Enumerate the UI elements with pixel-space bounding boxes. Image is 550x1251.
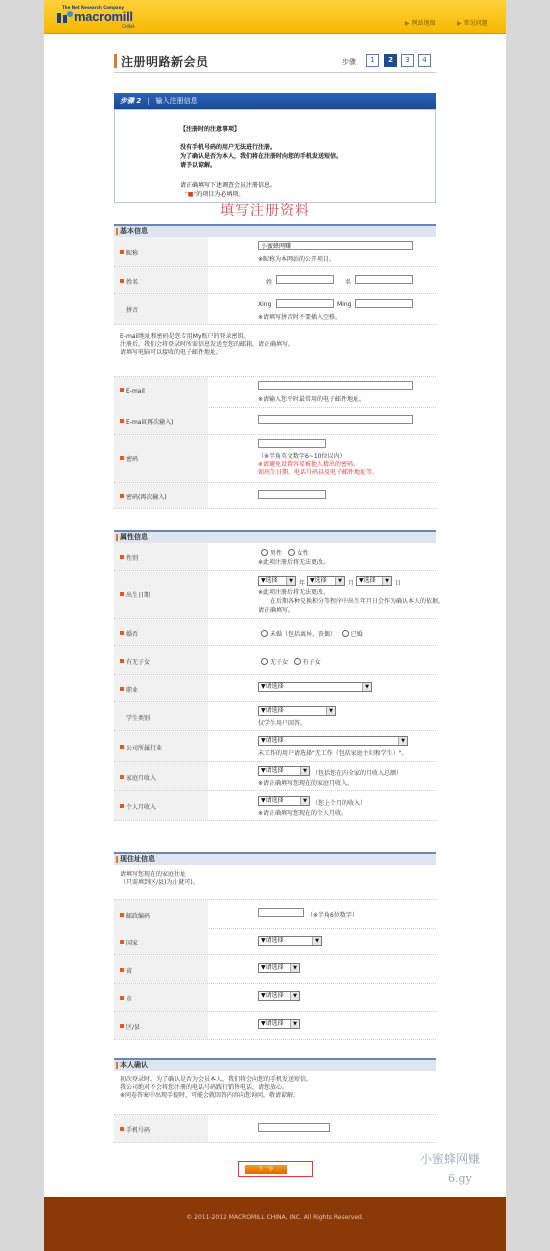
- radio-single[interactable]: 未婚（包括离异、丧偶）: [261, 631, 336, 638]
- row-name: [114, 267, 436, 294]
- children-options: [261, 657, 321, 666]
- step-3: 3: [401, 54, 414, 67]
- label-student: 学生类别: [126, 715, 151, 722]
- dropdown-arrow-icon: ▼: [335, 577, 344, 585]
- ming-label: Ming: [337, 301, 352, 308]
- district-select[interactable]: ▼请选择 ▼: [258, 1019, 300, 1029]
- page-title: 注册明路新会员: [121, 55, 209, 69]
- email-input[interactable]: [258, 381, 413, 390]
- birth-note: ※此项注册后将无法更改。: [258, 589, 330, 596]
- required-icon: [120, 804, 124, 808]
- label-nickname: 昵称: [120, 248, 138, 257]
- row-student: [114, 702, 436, 731]
- row-birth: [114, 571, 445, 619]
- row-job: [114, 675, 436, 702]
- required-icon: [120, 775, 124, 779]
- job-select[interactable]: ▼请选择 ▼: [258, 682, 372, 692]
- password-warning: ※请避免设置容易被他人猜出的密码。: [258, 461, 360, 468]
- label-family-income: 家庭月收入: [120, 773, 156, 782]
- watermark-text: 6.gy: [448, 1172, 472, 1185]
- row-pinyin: [114, 294, 436, 325]
- dropdown-arrow-icon: ▼: [326, 707, 335, 715]
- first-name-label: 名: [345, 279, 352, 286]
- required-icon: [120, 279, 124, 283]
- label-province: 省: [120, 966, 132, 975]
- label-district: 区/县: [120, 1022, 140, 1031]
- required-icon: [120, 687, 124, 691]
- personal-income-note: ※请正确填写您现在的个人月收。: [258, 810, 348, 817]
- logo-text[interactable]: macromill: [74, 9, 133, 24]
- required-icon: [120, 659, 124, 663]
- personal-income-hint: （您上个月的收入）: [312, 800, 367, 807]
- password-note: （※半角英文数字6~10位以内）: [258, 453, 346, 460]
- site-footer: [44, 1197, 506, 1251]
- notice-line: 没有手机号码的用户无法进行注册。: [180, 144, 277, 151]
- student-note: 仅学生用户回答。: [258, 720, 307, 727]
- arrow-icon: ▶: [405, 20, 410, 27]
- nickname-note: ※昵称为本网站的公开项目。: [258, 256, 336, 263]
- logo-tagline: The Net Research Company: [62, 5, 125, 10]
- step-banner-text: 输入注册信息: [155, 97, 198, 105]
- step-2-active: 2: [384, 54, 397, 67]
- pinyin-note: ※请填写拼音时不要插入空格。: [258, 314, 342, 321]
- required-icon: [120, 913, 124, 917]
- dropdown-arrow-icon: ▼: [290, 1020, 299, 1028]
- required-icon: [120, 456, 124, 460]
- label-industry: 公司所属行业: [120, 743, 162, 752]
- title-accent: [114, 54, 117, 68]
- birth-note: 在后期各种兑换积分等程序中出生年月日会作为确认本人的依据，: [270, 598, 445, 605]
- postcode-note: （※半角6位数字）: [307, 912, 358, 919]
- label-email: E-mail: [120, 388, 145, 395]
- watermark-text: 小蜜蜂网赚: [420, 1152, 481, 1166]
- gender-note: ※此项注册后将无法更改。: [258, 559, 330, 566]
- dropdown-arrow-icon: ▼: [312, 937, 321, 945]
- next-button[interactable]: 下一步: [245, 1165, 287, 1174]
- row-password-confirm: [114, 483, 436, 509]
- step-banner-step: 步骤 2: [120, 97, 142, 105]
- nav-sitemap[interactable]: ▶ 网站地图: [405, 20, 436, 27]
- arrow-icon: ▶: [457, 20, 462, 27]
- password-confirm-input[interactable]: [258, 490, 326, 499]
- label-pinyin: 拼音: [126, 307, 139, 314]
- phone-input[interactable]: [258, 1123, 330, 1132]
- family-income-hint: （包括您在内全家的月收入总额）: [312, 770, 403, 777]
- section-address: 现住址信息: [114, 852, 436, 865]
- birth-month-select[interactable]: ▼选择 ▼: [307, 576, 345, 586]
- logo-icon: [57, 11, 73, 23]
- birth-day-select[interactable]: ▼选择 ▼: [356, 576, 392, 586]
- month-label: 月: [348, 580, 355, 587]
- required-icon: [120, 940, 124, 944]
- birth-note: 请正确填写。: [258, 607, 295, 614]
- next-button-highlight: [238, 1161, 313, 1177]
- row-city: [114, 984, 436, 1012]
- gender-options: [261, 548, 309, 557]
- personal-income-select[interactable]: ▼请选择 ▼: [258, 796, 310, 806]
- row-children: [114, 646, 436, 675]
- step-1: 1: [366, 54, 379, 67]
- label-password: 密码: [120, 454, 138, 463]
- required-icon: [120, 494, 124, 498]
- site-header: [44, 0, 506, 34]
- radio-no-children[interactable]: 无子女: [261, 659, 288, 666]
- label-job: 职业: [120, 685, 138, 694]
- postcode-input[interactable]: [258, 908, 304, 917]
- required-icon: [120, 555, 124, 559]
- xing-label: Xing: [258, 301, 272, 308]
- required-icon: [120, 745, 124, 749]
- section-attributes: 属性信息: [114, 530, 436, 543]
- label-postcode: 邮政编码: [120, 911, 150, 920]
- divider: [114, 72, 436, 73]
- notice-heading: 【注册时的注意事项】: [180, 126, 241, 133]
- label-phone: 手机号码: [120, 1125, 150, 1134]
- label-personal-income: 个人月收入: [120, 802, 156, 811]
- required-icon: [120, 968, 124, 972]
- email-desc: E-mail地址和密码是您专用My账户的登录密钥。 注册后，我们会将登录时所需信息发送至您的邮箱，请正确填写。 请填写电脑可以接收的电子邮件地址。: [120, 333, 295, 356]
- last-name-input[interactable]: [276, 275, 334, 284]
- city-select[interactable]: ▼请选择 ▼: [258, 991, 300, 1001]
- dropdown-arrow-icon: ▼: [290, 964, 299, 972]
- radio-female[interactable]: 女性: [288, 550, 309, 557]
- first-name-input[interactable]: [355, 275, 413, 284]
- family-income-note: ※请正确填写您现在的家庭月收入。: [258, 780, 354, 787]
- password-input[interactable]: [258, 439, 326, 448]
- row-district: [114, 1012, 436, 1040]
- row-gender: [114, 543, 436, 571]
- label-city: 市: [120, 994, 132, 1003]
- radio-male[interactable]: 男性: [261, 550, 282, 557]
- pinyin-xing-input[interactable]: [276, 299, 334, 308]
- email-confirm-input[interactable]: [258, 415, 413, 424]
- section-basic-info: 基本信息: [114, 224, 436, 237]
- row-postcode: [114, 899, 436, 929]
- row-email: [114, 376, 436, 408]
- steps-label: 步骤: [342, 58, 356, 66]
- row-country: [114, 928, 436, 955]
- label-marriage: 婚否: [120, 629, 138, 638]
- row-industry: [114, 731, 436, 762]
- family-income-select[interactable]: ▼请选择 ▼: [258, 766, 310, 776]
- birth-year-select[interactable]: ▼选择 ▼: [258, 576, 296, 586]
- last-name-label: 姓: [266, 279, 273, 286]
- row-password: [114, 435, 436, 483]
- required-icon: [120, 592, 124, 596]
- notice-box: [114, 109, 436, 203]
- notice-line: "■"的项目为必填项。: [185, 191, 245, 198]
- section-identity: 本人确认: [114, 1058, 436, 1071]
- label-name: 姓名: [120, 277, 138, 286]
- radio-has-children[interactable]: 有子女: [294, 659, 321, 666]
- dropdown-arrow-icon: ▼: [398, 737, 407, 745]
- dropdown-arrow-icon: ▼: [362, 683, 371, 691]
- dropdown-arrow-icon: ▼: [300, 767, 309, 775]
- step-4: 4: [418, 54, 431, 67]
- required-icon: [120, 250, 124, 254]
- nav-faq[interactable]: ▶ 常见问题: [457, 20, 488, 27]
- identity-desc: 初次登录时，为了确认是否为会员本人，我们将会向您的手机发送短信。 我公司绝对不会将您注册的电话号码践行销售电话，请您放心。 ※问卷答案中出现手提时，可能会就回答内容向您询问，敬请谅解。: [120, 1076, 313, 1099]
- row-email-confirm: [114, 407, 436, 435]
- dropdown-arrow-icon: ▼: [300, 797, 309, 805]
- copyright: © 2011-2012 MACROMILL CHINA, INC. All Rights Reserved.: [186, 1214, 364, 1221]
- industry-select[interactable]: ▼请选择 ▼: [258, 736, 408, 746]
- year-label: 年: [299, 580, 306, 587]
- label-email-confirm: E-mail(再次输入): [120, 417, 174, 426]
- label-password-confirm: 密码(再次输入): [120, 492, 167, 501]
- row-nickname: [114, 237, 436, 267]
- notice-line: 请正确填写下述调查会员注册信息。: [180, 182, 277, 189]
- dropdown-arrow-icon: ▼: [382, 577, 391, 585]
- row-province: [114, 955, 436, 984]
- required-icon: [120, 388, 124, 392]
- label-birth: 出生日期: [120, 590, 150, 599]
- required-icon: [120, 631, 124, 635]
- country-select[interactable]: ▼请选择 ▼: [258, 936, 322, 946]
- radio-married[interactable]: 已婚: [342, 631, 363, 638]
- dropdown-arrow-icon: ▼: [286, 577, 295, 585]
- label-children: 有无子女: [120, 657, 150, 666]
- email-note: ※请输入您平时最常用的电子邮件地址。: [258, 396, 366, 403]
- required-icon: [120, 419, 124, 423]
- label-gender: 性别: [120, 553, 138, 562]
- notice-line: 为了确认是否为本人，我们将在注册时向您的手机发送短信。: [180, 153, 343, 160]
- logo-sub: CHINA: [122, 24, 135, 29]
- province-select[interactable]: ▼请选择 ▼: [258, 963, 300, 973]
- dropdown-arrow-icon: ▼: [290, 992, 299, 1000]
- required-icon: [120, 1127, 124, 1131]
- day-label: 日: [395, 580, 402, 587]
- password-warning: 如出生日期，电话号码以及电子邮件地址等。: [258, 469, 379, 476]
- label-country: 国家: [120, 938, 138, 947]
- row-personal-income: [114, 791, 436, 821]
- row-family-income: [114, 762, 436, 791]
- required-icon: [120, 1024, 124, 1028]
- nickname-input[interactable]: 小蜜蜂网赚: [258, 241, 413, 250]
- industry-note: 未工作的用户请选择"无工作（包括家庭主妇和学生）"。: [258, 750, 408, 757]
- notice-line: 请予以谅解。: [180, 162, 217, 169]
- marriage-options: [261, 629, 363, 638]
- overlay-title: 填写注册资料: [220, 203, 310, 219]
- step-banner: 步骤 2 | 输入注册信息: [114, 93, 436, 109]
- page: [44, 0, 506, 1251]
- row-phone: [114, 1114, 436, 1143]
- row-marriage: [114, 619, 436, 646]
- address-desc: 请填写您现在的家庭住址 （只需填到区/县)为止就可)。: [120, 871, 199, 886]
- pinyin-ming-input[interactable]: [355, 299, 413, 308]
- student-select[interactable]: ▼请选择 ▼: [258, 706, 336, 716]
- required-icon: [120, 996, 124, 1000]
